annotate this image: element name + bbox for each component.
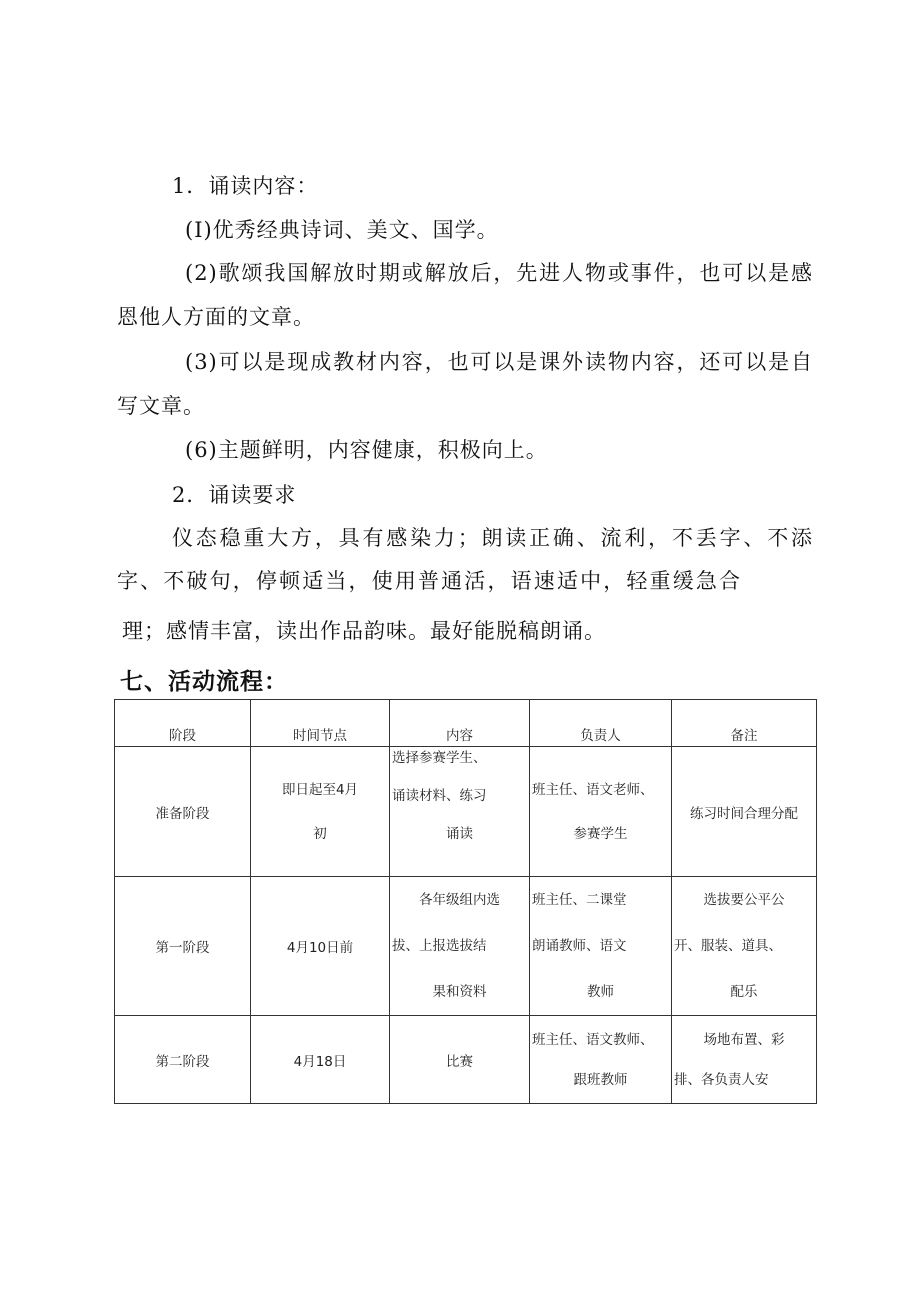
table-header-row xyxy=(115,700,817,747)
cell-line: 选择参赛学生、 xyxy=(392,750,487,766)
cell-owner xyxy=(530,747,672,877)
cell-content xyxy=(390,1016,530,1104)
cell-line: 4月10日前 xyxy=(286,940,354,956)
cell-stage: 第二阶段 xyxy=(115,1016,251,1104)
cell-line: 果和资料 xyxy=(432,984,487,1000)
cell-line: 诵读 xyxy=(446,826,473,842)
activity-flow-table xyxy=(114,699,817,1104)
table-row xyxy=(115,1016,817,1104)
requirement-line-2: 字、不破句，停顿适当，使用普通活，语速适中，轻重缓急合 xyxy=(117,569,741,593)
cell-line: 参赛学生 xyxy=(573,825,628,842)
cell-line: 开、服装、道具、 xyxy=(674,938,782,954)
requirement-line-3: 理；感情丰富，读出作品韵味。最好能脱稿朗诵。 xyxy=(122,619,606,643)
cell-line: 教师 xyxy=(587,984,614,1000)
cell-line: 4月18日 xyxy=(293,1053,347,1070)
cell-content xyxy=(390,877,530,1016)
cell-line: 初 xyxy=(313,825,327,842)
requirement-line-1: 仪态稳重大方，具有感染力；朗读正确、流利，不丢字、不添 xyxy=(172,526,813,550)
cell-line: 即日起至4月 xyxy=(281,781,359,798)
content-item-1: (I)优秀经典诗词、美文、国学。 xyxy=(185,218,499,242)
cell-stage: 第一阶段 xyxy=(115,877,251,1016)
content-item-2-cont: 恩他人方面的文章。 xyxy=(117,305,315,329)
header-time: 时间节点 xyxy=(251,700,390,747)
cell-line: 班主任、二课堂 xyxy=(532,892,627,908)
cell-note xyxy=(672,1016,817,1104)
cell-line: 跟班教师 xyxy=(573,1071,628,1088)
content-item-6: (6)主题鲜明，内容健康，积极向上。 xyxy=(185,438,548,462)
section2-title: 2．诵读要求 xyxy=(172,483,297,507)
cell-note xyxy=(672,747,817,877)
content-item-3-cont: 写文章。 xyxy=(117,394,205,418)
cell-owner xyxy=(530,1016,672,1104)
cell-line: 诵读材料、练习 xyxy=(392,788,487,804)
cell-line: 班主任、语文老师、 xyxy=(532,781,654,798)
table-row xyxy=(115,747,817,877)
cell-line: 朗诵教师、语文 xyxy=(532,938,627,954)
cell-stage: 准备阶段 xyxy=(115,747,251,877)
cell-owner xyxy=(530,877,672,1016)
header-note: 备注 xyxy=(672,700,817,747)
cell-content xyxy=(390,747,530,877)
table-row xyxy=(115,877,817,1016)
cell-line: 班主任、语文教师、 xyxy=(532,1031,654,1048)
section1-title: 1．诵读内容： xyxy=(172,174,319,198)
cell-line: 排、各负责人安 xyxy=(674,1071,769,1088)
cell-line: 各年级组内选 xyxy=(419,892,500,908)
cell-time xyxy=(251,1016,390,1104)
cell-line: 拔、上报选拔结 xyxy=(392,938,487,954)
cell-line: 场地布置、彩 xyxy=(703,1031,785,1048)
content-item-2: (2)歌颂我国解放时期或解放后，先进人物或事件，也可以是感 xyxy=(185,261,813,285)
cell-time xyxy=(251,877,390,1016)
cell-line: 练习时间合理分配 xyxy=(690,805,798,822)
cell-time xyxy=(251,747,390,877)
content-item-3: (3)可以是现成教材内容，也可以是课外读物内容，还可以是自 xyxy=(185,350,813,374)
cell-line: 配乐 xyxy=(730,984,758,1000)
cell-note xyxy=(672,877,817,1016)
header-content: 内容 xyxy=(390,700,530,747)
section7-title: 七、活动流程： xyxy=(120,669,288,695)
cell-line: 比赛 xyxy=(446,1053,473,1070)
header-stage: 阶段 xyxy=(115,700,251,747)
cell-line: 选拔要公平公 xyxy=(703,892,785,908)
header-owner: 负责人 xyxy=(530,700,672,747)
